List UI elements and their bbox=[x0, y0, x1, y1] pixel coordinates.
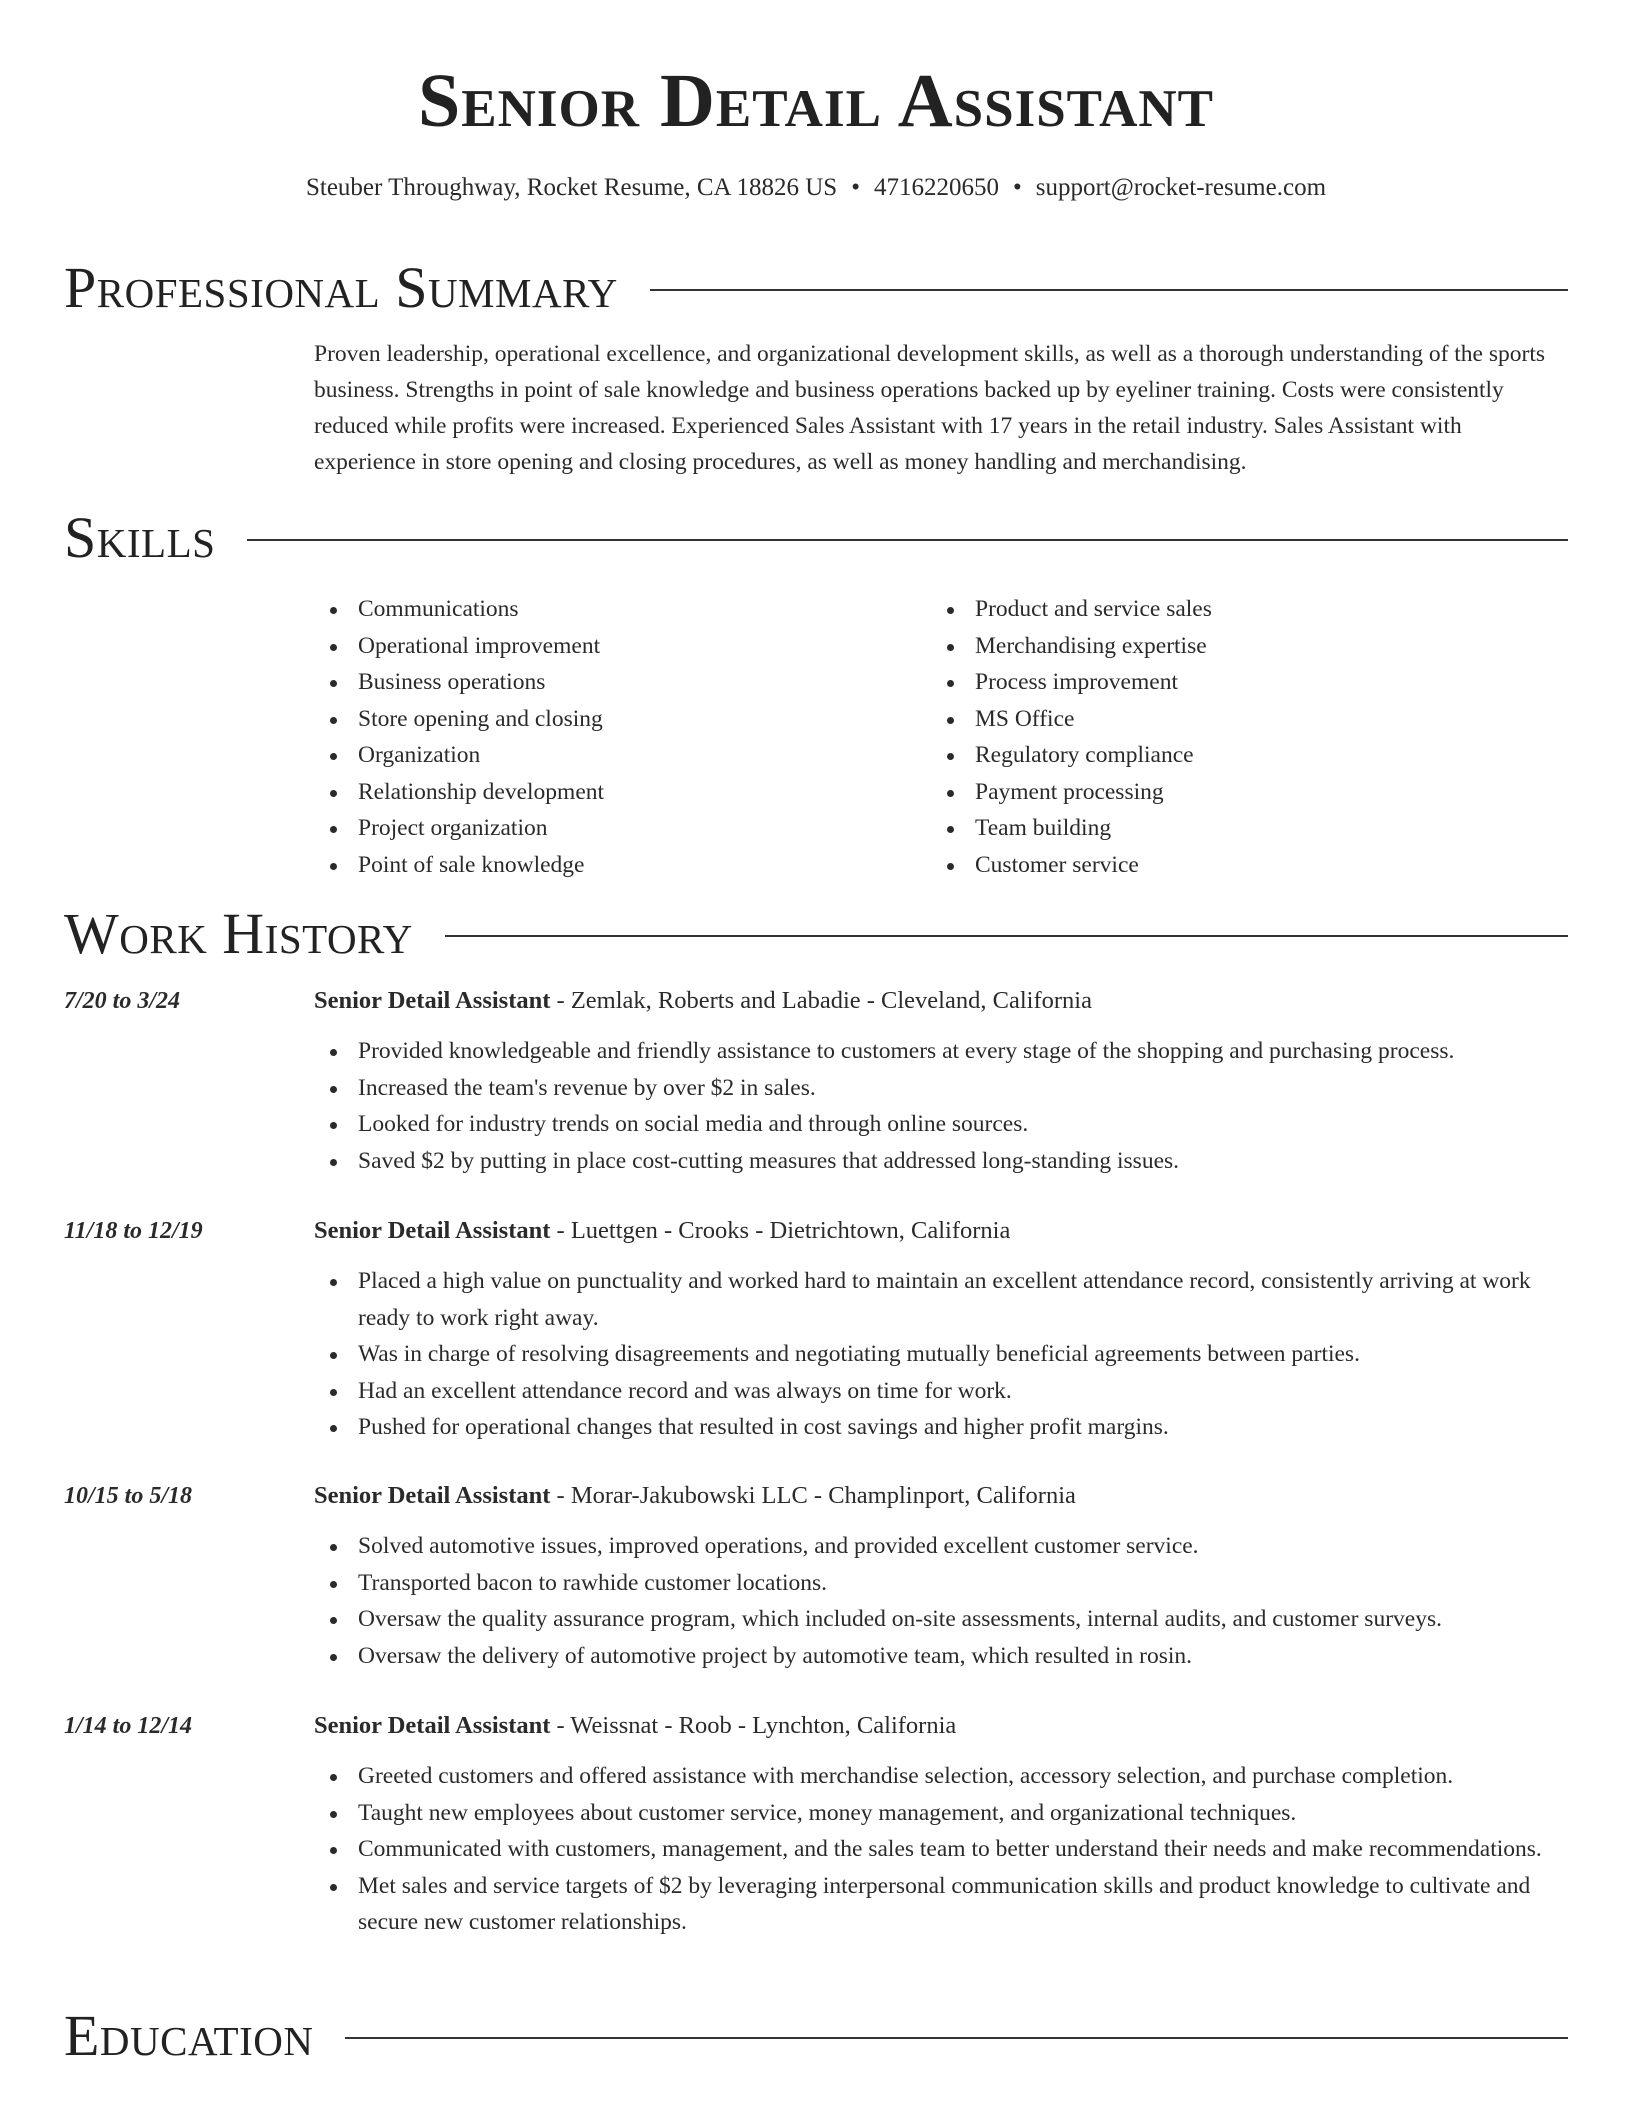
job-title: Senior Detail Assistant bbox=[314, 1712, 551, 1739]
job-bullet: Transported bacon to rawhide customer locations. bbox=[314, 1565, 1568, 1602]
job-bullet: Met sales and service targets of $2 by leveraging interpersonal communication skills and product knowledge to cultivate and secure new customer relationships. bbox=[314, 1868, 1568, 1941]
job-bullet: Solved automotive issues, improved operations, and provided excellent customer service. bbox=[314, 1528, 1568, 1565]
job-dates: 11/18 to 12/19 bbox=[64, 1218, 203, 1244]
job-bullet: Had an excellent attendance record and was always on time for work. bbox=[314, 1373, 1568, 1410]
job-bullet: Communicated with customers, management, and the sales team to better understand their needs and make recommendations. bbox=[314, 1831, 1568, 1868]
job-company-location: - Zemlak, Roberts and Labadie - Cleveland, California bbox=[550, 987, 1092, 1014]
skill-item: MS Office bbox=[931, 701, 1548, 738]
job-bullet: Pushed for operational changes that resulted in cost savings and higher profit margins. bbox=[314, 1409, 1568, 1446]
job-bullet: Oversaw the quality assurance program, which included on-site assessments, internal audits, and customer surveys. bbox=[314, 1601, 1568, 1638]
job-bullets bbox=[314, 1263, 1568, 1446]
skills-column-left bbox=[314, 591, 931, 883]
job-dates: 10/15 to 5/18 bbox=[64, 1483, 193, 1509]
skill-item: Organization bbox=[314, 737, 931, 774]
job-bullet: Provided knowledgeable and friendly assistance to customers at every stage of the shopping and purchasing process. bbox=[314, 1033, 1568, 1070]
job-header bbox=[314, 1478, 1076, 1514]
section-professional-summary bbox=[64, 252, 1568, 322]
job-header bbox=[314, 983, 1092, 1019]
job-company-location: - Weissnat - Roob - Lynchton, California bbox=[550, 1712, 957, 1739]
summary-text: Proven leadership, operational excellence, and organizational development skills, as well as a thorough understanding of the sports business. Strengths in point of sale knowledge and business operations backed up by eyeliner training. Costs were consistently reduced while profits were increased. Experienced Sales Assistant with 17 years in the retail industry. Sales Assistant with experience in store opening and closing procedures, as well as money handling and merchandising. bbox=[314, 341, 1546, 475]
section-rule bbox=[650, 289, 1568, 291]
job-bullet: Saved $2 by putting in place cost-cutting measures that addressed long-standing issues. bbox=[314, 1143, 1568, 1180]
job-company-location: - Morar-Jakubowski LLC - Champlinport, California bbox=[550, 1482, 1076, 1509]
job-bullet: Was in charge of resolving disagreements and negotiating mutually beneficial agreements between parties. bbox=[314, 1336, 1568, 1373]
job-bullet: Looked for industry trends on social media and through online sources. bbox=[314, 1106, 1568, 1143]
skill-item: Customer service bbox=[931, 847, 1548, 884]
skill-item: Project organization bbox=[314, 810, 931, 847]
skill-item: Team building bbox=[931, 810, 1548, 847]
skill-item: Store opening and closing bbox=[314, 701, 931, 738]
skill-item: Merchandising expertise bbox=[931, 628, 1548, 665]
contact-phone: 4716220650 bbox=[873, 174, 999, 201]
skill-item: Communications bbox=[314, 591, 931, 628]
resume-name: Senior Detail Assistant bbox=[418, 59, 1214, 143]
job-bullet: Placed a high value on punctuality and worked hard to maintain an excellent attendance record, consistently arriving at work ready to work right away. bbox=[314, 1263, 1568, 1336]
contact-separator: • bbox=[1012, 174, 1022, 201]
job-title: Senior Detail Assistant bbox=[314, 987, 551, 1014]
section-title: Education bbox=[64, 2002, 314, 2068]
section-rule bbox=[247, 539, 1568, 541]
contact-line bbox=[0, 174, 1632, 202]
job-bullets bbox=[314, 1758, 1568, 1941]
skills-list bbox=[314, 591, 1568, 883]
skill-item: Payment processing bbox=[931, 774, 1548, 811]
job-dates: 7/20 to 3/24 bbox=[64, 988, 181, 1014]
skill-item: Point of sale knowledge bbox=[314, 847, 931, 884]
section-title: Professional Summary bbox=[64, 254, 618, 320]
section-title: Skills bbox=[64, 504, 216, 570]
job-bullet: Greeted customers and offered assistance with merchandise selection, accessory selection, and purchase completion. bbox=[314, 1758, 1568, 1795]
skill-item: Product and service sales bbox=[931, 591, 1548, 628]
skill-item: Business operations bbox=[314, 664, 931, 701]
section-education bbox=[64, 2000, 1568, 2070]
job-company-location: - Luettgen - Crooks - Dietrichtown, California bbox=[550, 1217, 1011, 1244]
section-skills bbox=[64, 502, 1568, 572]
contact-email: support@rocket-resume.com bbox=[1035, 174, 1327, 201]
skill-item: Relationship development bbox=[314, 774, 931, 811]
job-bullets bbox=[314, 1033, 1568, 1179]
job-dates: 1/14 to 12/14 bbox=[64, 1713, 193, 1739]
section-title: Work History bbox=[64, 900, 413, 966]
job-bullets bbox=[314, 1528, 1568, 1674]
section-rule bbox=[345, 2037, 1568, 2039]
job-bullet: Taught new employees about customer service, money management, and organizational techniques. bbox=[314, 1795, 1568, 1832]
skill-item: Regulatory compliance bbox=[931, 737, 1548, 774]
section-work-history bbox=[64, 898, 1568, 968]
job-title: Senior Detail Assistant bbox=[314, 1482, 551, 1509]
skill-item: Process improvement bbox=[931, 664, 1548, 701]
job-bullet: Oversaw the delivery of automotive project by automotive team, which resulted in rosin. bbox=[314, 1638, 1568, 1675]
section-rule bbox=[445, 935, 1568, 937]
contact-separator: • bbox=[851, 174, 860, 201]
contact-address: Steuber Throughway, Rocket Resume, CA 18826 US bbox=[305, 174, 838, 201]
job-header bbox=[314, 1213, 1010, 1249]
job-title: Senior Detail Assistant bbox=[314, 1217, 551, 1244]
skill-item: Operational improvement bbox=[314, 628, 931, 665]
job-header bbox=[314, 1708, 956, 1744]
job-bullet: Increased the team's revenue by over $2 in sales. bbox=[314, 1070, 1568, 1107]
skills-column-right bbox=[931, 591, 1548, 883]
